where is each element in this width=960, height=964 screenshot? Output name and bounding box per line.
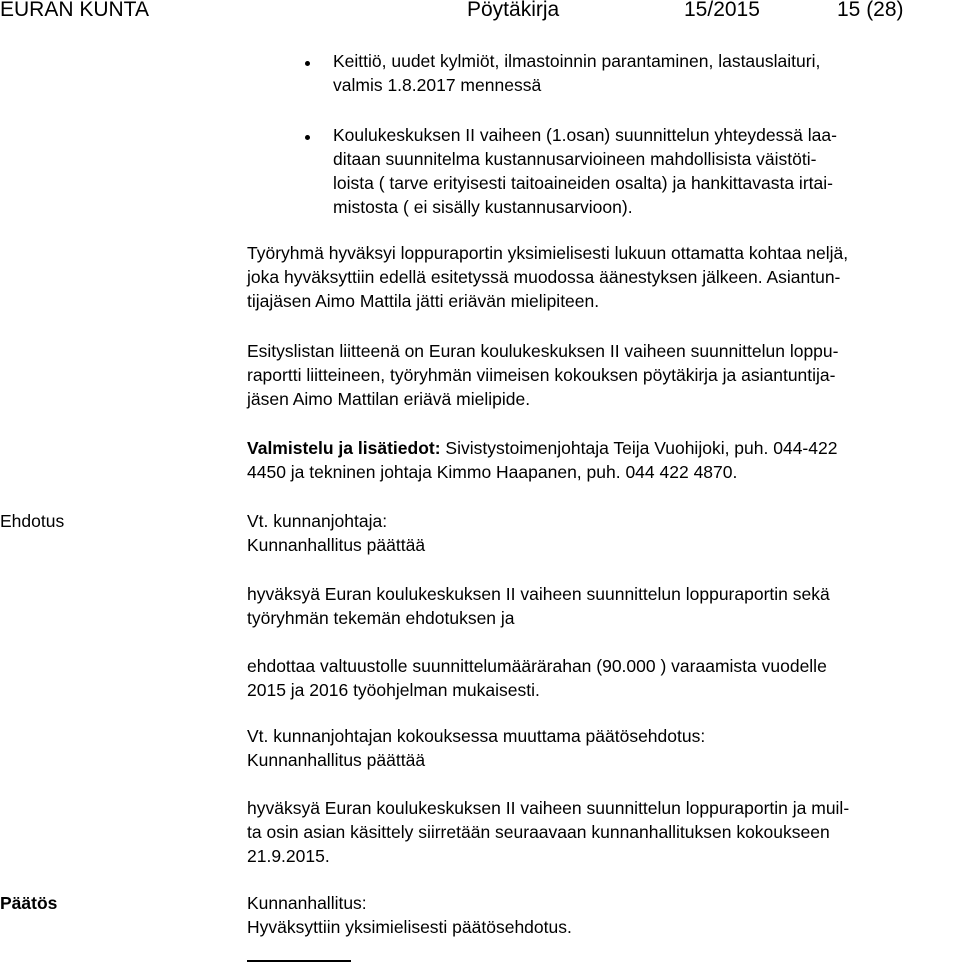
decision-text: Kunnanhallitus: Hyväksyttiin yksimielisesti päätösehdotus. (247, 893, 572, 937)
proposal-paragraph: ehdottaa valtuustolle suunnittelumäärärahan (90.000 ) varaamista vuodelle 2015 ja 2016 työohjelman mukaisesti. (247, 656, 827, 700)
page-number: 15 (28) (837, 0, 904, 21)
bullet-item: Keittiö, uudet kylmiöt, ilmastoinnin parantaminen, lastauslaituri, valmis 1.8.2017 mennessä (333, 51, 821, 95)
document-type: Pöytäkirja (467, 0, 560, 21)
bullet-dot (305, 61, 310, 66)
paragraph-working-group: Työryhmä hyväksyi loppuraportin yksimielisesti lukuun ottamatta kohtaa neljä, joka hyväksyttiin edellä esitetyssä muodossa äänestyksen jälkeen. Asiantun- tijajäsen Aimo Mattila jätti eriävän mielipiteen. (247, 243, 849, 311)
bullet-item: Koulukeskuksen II vaiheen (1.osan) suunnittelun yhteydessä laa- ditaan suunnitelma kustannusarvioineen mahdollisista väistöti- loista ( tarve erityisesti taitoaineiden osalta) ja hankittavasta irtai- mistosta ( ei sisälly kustannusarvioon). (333, 125, 837, 217)
section-label-proposal: Ehdotus (0, 511, 65, 531)
preparation-label: Valmistelu ja lisätiedot: (247, 438, 441, 458)
proposal-paragraph: hyväksyä Euran koulukeskuksen II vaiheen suunnittelun loppuraportin sekä työryhmän tekemän ehdotuksen ja (247, 584, 830, 628)
proposal-paragraph: hyväksyä Euran koulukeskuksen II vaiheen suunnittelun loppuraportin ja muil- ta osin asian käsittely siirretään seuraavaan kunnanhallituksen kokoukseen 21.9.2015. (247, 798, 850, 866)
proposal-paragraph: Vt. kunnanjohtajan kokouksessa muuttama päätösehdotus: Kunnanhallitus päättää (247, 726, 706, 770)
meeting-number: 15/2015 (684, 0, 760, 21)
proposal-intro: Vt. kunnanjohtaja: Kunnanhallitus päättää (247, 511, 426, 555)
organization-name: EURAN KUNTA (0, 0, 149, 21)
bullet-dot (305, 135, 310, 140)
paragraph-attachments: Esityslistan liitteenä on Euran koulukeskuksen II vaiheen suunnittelun loppu- raportti liitteineen, työryhmän viimeisen kokouksen pöytäkirja ja asiantuntija- jäsen Aimo Mattilan eriävä mielipide. (247, 341, 839, 409)
preparation-info: Valmistelu ja lisätiedot: Sivistystoimenjohtaja Teija Vuohijoki, puh. 044-422 4450 ja tekninen johtaja Kimmo Haapanen, puh. 044 422 4870. (247, 438, 838, 482)
section-label-decision: Päätös (0, 893, 58, 913)
signature-rule (247, 960, 351, 962)
